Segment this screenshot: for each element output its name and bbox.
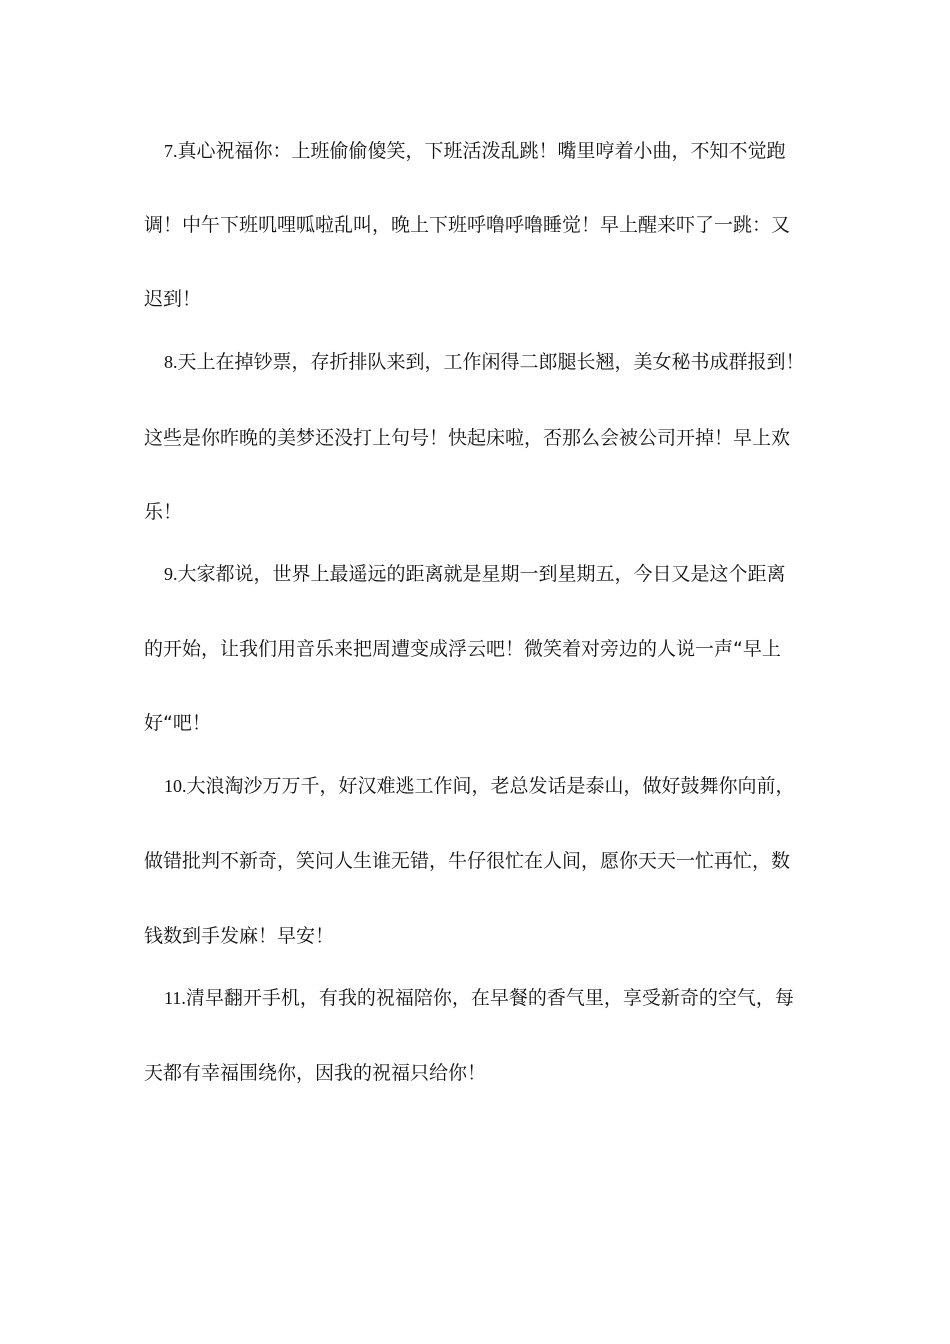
paragraph-9-number: 9.: [164, 564, 178, 584]
paragraph-10-number: 10.: [164, 776, 187, 796]
paragraph-7-number: 7.: [164, 141, 178, 161]
paragraph-8-text-1: 天上在掉钞票，存折排队来到，工作闲得二郎腿长翘，美女秘书成群报到！: [177, 351, 805, 373]
paragraph-8-line-1: [164, 349, 814, 375]
paragraph-8-line-2: 这些是你昨晚的美梦还没打上句号！快起床啦，否那么会被公司开掉！早上欢: [144, 427, 791, 449]
paragraph-10-line-3: 钱数到手发麻！早安！: [144, 925, 335, 947]
paragraph-9-text-1: 大家都说，世界上最遥远的距离就是星期一到星期五，今日又是这个距离: [177, 563, 786, 585]
paragraph-8-number: 8.: [164, 352, 178, 372]
paragraph-9-line-2: 的开始，让我们用音乐来把周遭变成浮云吧！微笑着对旁边的人说一声“早上: [144, 638, 781, 660]
paragraph-7-line-1: [164, 138, 814, 164]
paragraph-10-line-2: 做错批判不新奇，笑问人生谁无错，牛仔很忙在人间，愿你天天一忙再忙，数: [144, 850, 791, 872]
paragraph-11-number: 11.: [164, 988, 186, 1008]
paragraph-7-text-1: 真心祝福你：上班偷偷傻笑，下班活泼乱跳！嘴里哼着小曲，不知不觉跑: [177, 140, 786, 162]
paragraph-8-line-3: 乐！: [144, 501, 183, 523]
paragraph-10-line-1: [164, 773, 814, 799]
paragraph-7-line-2: 调！中午下班叽哩呱啦乱叫，晚上下班呼噜呼噜睡觉！早上醒来吓了一跳：又: [144, 214, 791, 236]
paragraph-11-line-2: 天都有幸福围绕你，因我的祝福只给你！: [144, 1062, 487, 1084]
paragraph-9-line-1: [164, 561, 814, 587]
paragraph-10-text-1: 大浪淘沙万万千，好汉难逃工作间，老总发话是泰山，做好鼓舞你向前，: [186, 775, 795, 797]
paragraph-11-line-1: [164, 985, 814, 1011]
paragraph-7-line-3: 迟到！: [144, 288, 202, 310]
paragraph-11-text-1: 清早翻开手机，有我的祝福陪你，在早餐的香气里，享受新奇的空气，每: [185, 987, 794, 1009]
paragraph-9-line-3: 好“吧！: [144, 712, 211, 734]
